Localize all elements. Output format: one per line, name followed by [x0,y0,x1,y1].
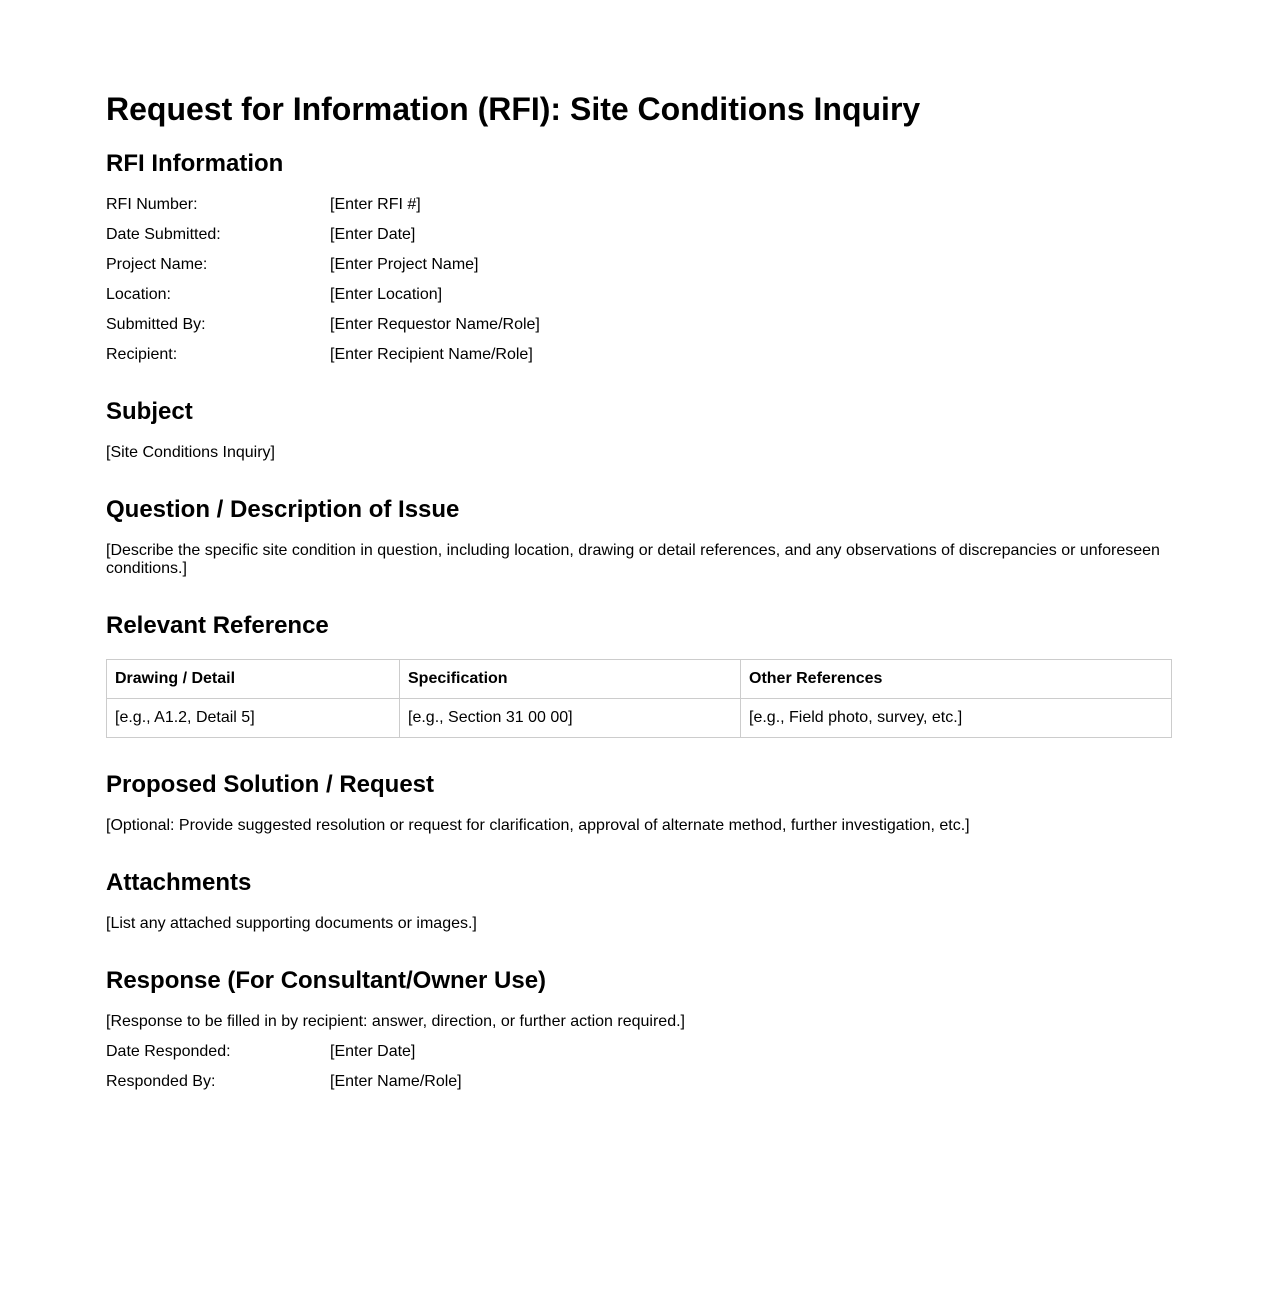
subject-text: [Site Conditions Inquiry] [106,444,275,461]
field-label: Location: [106,286,171,303]
question-text: [Describe the specific site condition in question, including location, drawing or detail references, and any observations of discrepancies or unforeseen conditions.] [106,542,1160,577]
field-rfi-number [106,196,421,216]
reference-table [106,659,1172,738]
field-value: [Enter Requestor Name/Role] [330,316,540,333]
field-value: [Enter Date] [330,226,416,243]
field-location [106,286,442,306]
field-date-submitted [106,226,415,246]
response-heading: Response (For Consultant/Owner Use) [106,967,547,994]
response-text: [Response to be filled in by recipient: answer, direction, or further action required.] [106,1013,685,1030]
attachments-heading: Attachments [106,869,252,896]
cell-drawing: [e.g., A1.2, Detail 5] [107,699,400,738]
reference-heading: Relevant Reference [106,612,329,639]
field-value: [Enter Name/Role] [330,1073,462,1090]
field-recipient [106,346,533,366]
field-submitted-by [106,316,540,336]
field-value: [Enter RFI #] [330,196,421,213]
document-title: Request for Information (RFI): Site Conditions Inquiry [106,91,921,127]
column-header-other-references: Other References [741,660,1172,699]
field-date-responded [106,1043,415,1063]
cell-other-references: [e.g., Field photo, survey, etc.] [741,699,1172,738]
field-value: [Enter Date] [330,1043,416,1060]
field-label: RFI Number: [106,196,198,213]
field-label: Submitted By: [106,316,206,333]
field-responded-by [106,1073,462,1093]
proposed-heading: Proposed Solution / Request [106,771,435,798]
field-label: Responded By: [106,1073,216,1090]
field-value: [Enter Recipient Name/Role] [330,346,533,363]
field-label: Project Name: [106,256,208,273]
field-project-name [106,256,479,276]
field-label: Date Submitted: [106,226,221,243]
field-label: Date Responded: [106,1043,231,1060]
column-header-specification: Specification [400,660,741,699]
table-header-row [107,660,1172,699]
field-value: [Enter Project Name] [330,256,479,273]
field-value: [Enter Location] [330,286,443,303]
cell-specification: [e.g., Section 31 00 00] [400,699,741,738]
table-row [107,699,1172,738]
field-label: Recipient: [106,346,178,363]
column-header-drawing: Drawing / Detail [107,660,400,699]
proposed-text: [Optional: Provide suggested resolution or request for clarification, approval of alternate method, further investigation, etc.] [106,817,970,834]
attachments-text: [List any attached supporting documents or images.] [106,915,477,932]
question-heading: Question / Description of Issue [106,496,460,523]
subject-heading: Subject [106,398,193,425]
rfi-information-heading: RFI Information [106,150,284,177]
